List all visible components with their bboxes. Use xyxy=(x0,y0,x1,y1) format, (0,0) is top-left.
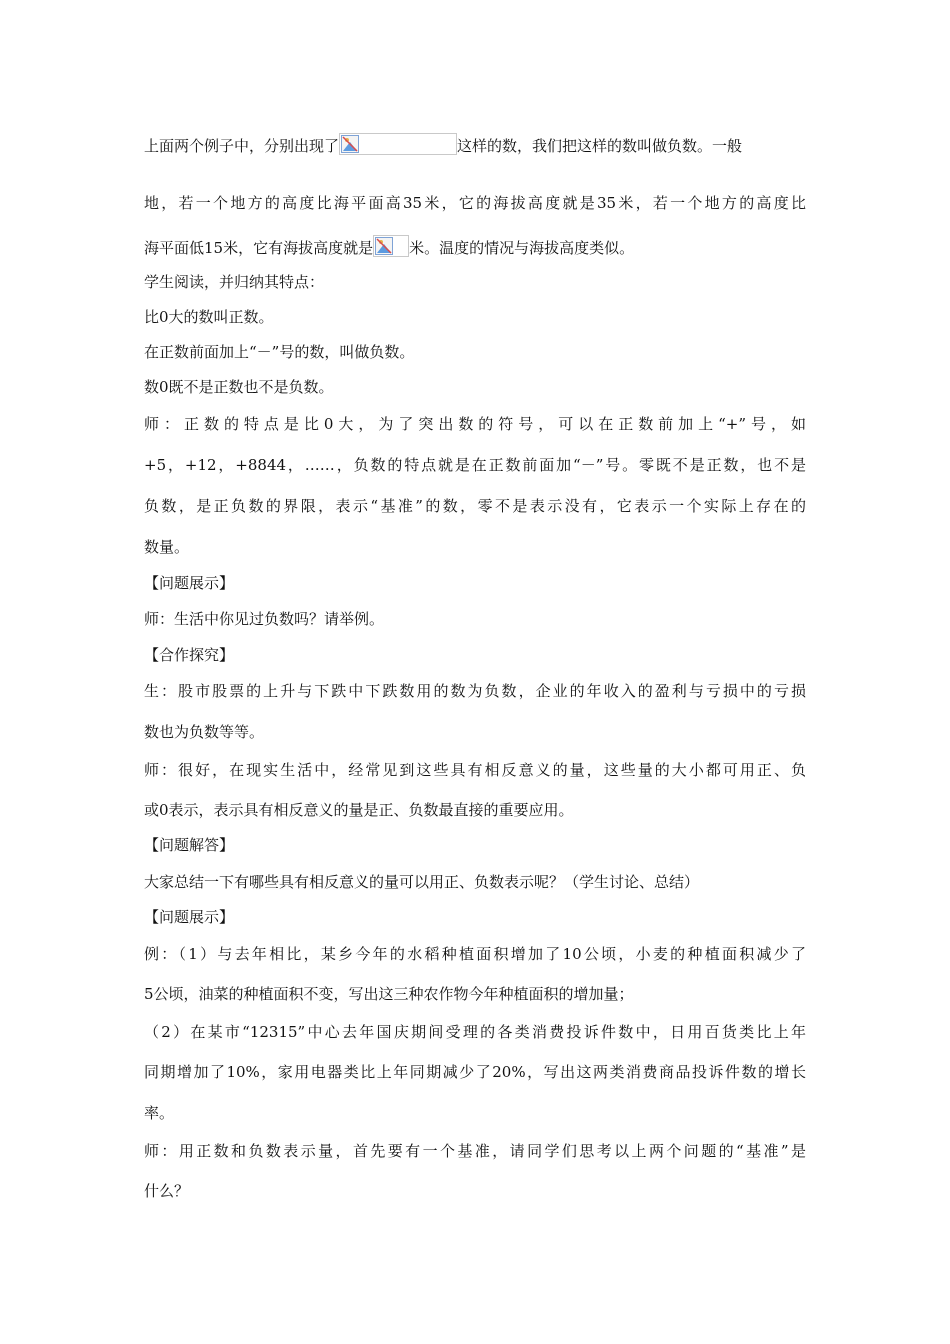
teacher-line: 负数，是正负数的界限，表示“基准”的数，零不是表示没有，它表示一个实际上存在的 xyxy=(144,497,806,515)
definition-negative: 在正数前面加上“－”号的数，叫做负数。 xyxy=(144,343,415,361)
section-heading: 【合作探究】 xyxy=(144,646,235,664)
example-line: 率。 xyxy=(144,1104,175,1122)
student-answer-line: 数也为负数等等。 xyxy=(144,723,265,741)
paragraph-line: 地，若一个地方的高度比海平面高35米，它的海拔高度就是35米，若一个地方的高度比 xyxy=(144,194,806,212)
definition-positive: 比0大的数叫正数。 xyxy=(144,308,274,326)
text-run: 海平面低15米，它有海拔高度就是 xyxy=(144,239,374,257)
paragraph-line xyxy=(144,235,634,258)
summary-question: 大家总结一下有哪些具有相反意义的量可以用正、负数表示呢？（学生讨论、总结） xyxy=(144,873,700,891)
text-run: 这样的数，我们把这样的数叫做负数。一般 xyxy=(457,137,743,155)
example-line: （2）在某市“12315”中心去年国庆期间受理的各类消费投诉件数中，日用百货类比上年 xyxy=(144,1023,806,1041)
student-answer-line: 生：股市股票的上升与下跌中下跌数用的数为负数，企业的年收入的盈利与亏损中的亏损 xyxy=(144,682,806,700)
teacher-line: 什么？ xyxy=(144,1182,190,1200)
broken-image-icon xyxy=(373,235,409,257)
teacher-question: 师：生活中你见过负数吗？请举例。 xyxy=(144,610,385,628)
example-line: 例：（1）与去年相比，某乡今年的水稻种植面积增加了10公顷，小麦的种植面积减少了 xyxy=(144,945,806,963)
student-read-line: 学生阅读，并归纳其特点： xyxy=(144,273,325,291)
section-heading: 【问题解答】 xyxy=(144,836,235,854)
section-heading: 【问题展示】 xyxy=(144,574,235,592)
teacher-line: 数量。 xyxy=(144,538,190,556)
definition-zero: 数0既不是正数也不是负数。 xyxy=(144,378,334,396)
example-line: 同期增加了10%，家用电器类比上年同期减少了20%，写出这两类消费商品投诉件数的增长 xyxy=(144,1063,806,1081)
teacher-line: +5，+12，+8844，……，负数的特点就是在正数前面加“－”号。零既不是正数，也不是 xyxy=(144,456,806,474)
broken-image-icon xyxy=(339,133,457,155)
teacher-line: 或0表示，表示具有相反意义的量是正、负数最直接的重要应用。 xyxy=(144,801,574,819)
teacher-line: 师：很好，在现实生活中，经常见到这些具有相反意义的量，这些量的大小都可用正、负 xyxy=(144,761,806,779)
teacher-line: 师：正数的特点是比0大，为了突出数的符号，可以在正数前加上“+”号，如 xyxy=(144,415,806,433)
paragraph-line xyxy=(144,133,742,156)
teacher-line: 师：用正数和负数表示量，首先要有一个基准，请同学们思考以上两个问题的“基准”是 xyxy=(144,1142,806,1160)
section-heading: 【问题展示】 xyxy=(144,908,235,926)
example-line: 5公顷，油菜的种植面积不变，写出这三种农作物今年种植面积的增加量； xyxy=(144,985,634,1003)
text-run: 上面两个例子中，分别出现了 xyxy=(144,137,340,155)
text-run: 米。温度的情况与海拔高度类似。 xyxy=(409,239,635,257)
